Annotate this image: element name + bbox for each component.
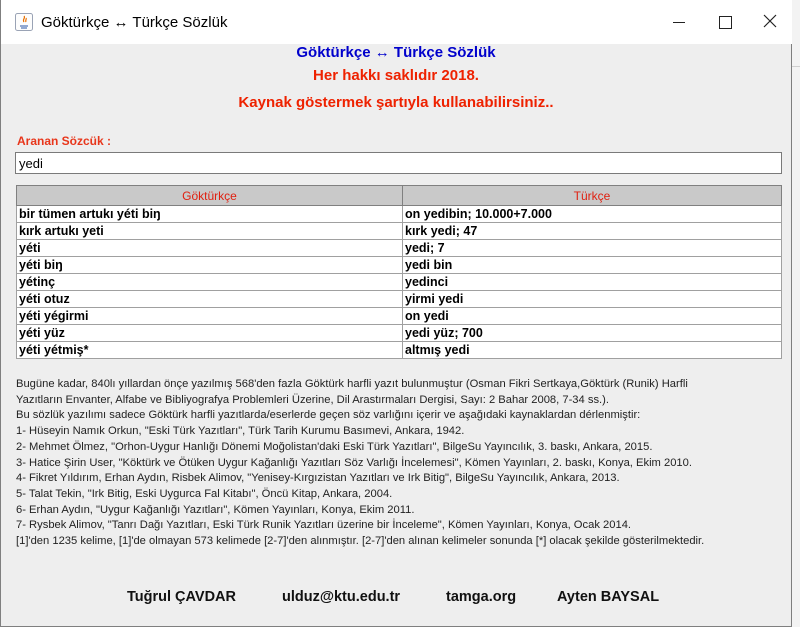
minimize-button[interactable] <box>656 0 702 44</box>
turkce-cell[interactable]: yedi; 7 <box>403 240 782 257</box>
search-label: Aranan Sözcük : <box>17 134 112 148</box>
sources-info <box>16 377 786 550</box>
results-table <box>16 185 782 359</box>
table-row[interactable] <box>17 325 782 342</box>
info-line: Yazıtların Envanter, Alfabe ve Bibliyografya Problemleri Üzerine, Dil Arastırmaları Dergisi, Sayı: 2 Bahar 2008, 7-34 ss.). <box>16 393 609 406</box>
gokturkce-cell[interactable]: yéti biŋ <box>17 257 403 274</box>
table-row[interactable] <box>17 257 782 274</box>
table-header-row <box>17 186 782 206</box>
turkce-cell[interactable]: on yedibin; 10.000+7.000 <box>403 206 782 223</box>
info-line: 3- Hatice Şirin User, "Köktürk ve Ötüken Uygur Kağanlığı Yazıtları Söz Varlığı İncelemesi", Kömen Yayınları, 2. baskı, Konya, Ekim 2010. <box>16 456 692 469</box>
website-text: tamga.org <box>446 589 517 605</box>
info-line: 6- Erhan Aydın, "Uygur Kağanlığı Yazıtları", Kömen Yayınları, Konya, Ekim 2011. <box>16 503 415 516</box>
title-bar[interactable] <box>1 0 793 44</box>
turkce-cell[interactable]: yedi bin <box>403 257 782 274</box>
turkce-cell[interactable]: altmış yedi <box>403 342 782 359</box>
table-row[interactable] <box>17 342 782 359</box>
usage-notice: Kaynak göstermek şartıyla kullanabilirsiniz.. <box>238 94 554 111</box>
table-row[interactable] <box>17 308 782 325</box>
search-input[interactable] <box>15 152 782 174</box>
gokturkce-cell[interactable]: yétinç <box>17 274 403 291</box>
turkce-cell[interactable]: on yedi <box>403 308 782 325</box>
gokturkce-cell[interactable]: yéti otuz <box>17 291 403 308</box>
gokturkce-cell[interactable]: yéti yétmiş* <box>17 342 403 359</box>
app-heading: Göktürkçe ↔ Türkçe Sözlük <box>296 44 496 61</box>
turkce-cell[interactable]: kırk yedi; 47 <box>403 223 782 240</box>
table-row[interactable] <box>17 291 782 308</box>
background-window-edge <box>792 0 800 627</box>
main-panel <box>1 44 791 626</box>
gokturkce-cell[interactable]: bir tümen artukı yéti biŋ <box>17 206 403 223</box>
table-row[interactable] <box>17 274 782 291</box>
gokturkce-cell[interactable]: kırk artukı yeti <box>17 223 403 240</box>
minimize-icon <box>673 22 685 23</box>
window-title: Göktürkçe ↔ Türkçe Sözlük <box>41 14 228 31</box>
close-button[interactable] <box>747 0 793 44</box>
info-line: 2- Mehmet Ölmez, "Orhon-Uygur Hanlığı Dönemi Moğolistan'daki Eski Türk Yazıtları", BilgeSu Yayıncılık, 3. baskı, Ankara, 2015. <box>16 440 653 453</box>
java-app-icon <box>15 13 33 31</box>
info-line: 1- Hüseyin Namık Orkun, "Eski Türk Yazıtları", Türk Tarih Kurumu Basımevi, Ankara, 1942. <box>16 425 465 438</box>
author-name-1: Tuğrul ÇAVDAR <box>127 589 237 605</box>
maximize-icon <box>719 16 732 29</box>
turkce-cell[interactable]: yedi yüz; 700 <box>403 325 782 342</box>
contact-email: ulduz@ktu.edu.tr <box>282 589 401 605</box>
maximize-button[interactable] <box>702 0 748 44</box>
column-header-turkce[interactable]: Türkçe <box>403 186 782 206</box>
info-line: Bu sözlük yazılımı sadece Göktürk harfli yazıtlarda/eserlerde geçen söz varlığını içerir ve aşağıdaki kaynaklardan dérlenmiştir: <box>16 409 641 422</box>
close-icon <box>763 12 777 33</box>
info-line: Bugüne kadar, 840lı yıllardan önçe yazılmış 568'den fazla Göktürk harfli yazıt bulunmuştur (Osman Fikri Sertkaya,Göktürk (Runik) Harfli <box>16 378 688 390</box>
info-line: 4- Fikret Yıldırım, Erhan Aydın, Risbek Alimov, "Yenisey-Kırgızistan Yazıtları ve Irk Bitig", BilgeSu Yayıncılık, Ankara, 2013. <box>16 472 620 485</box>
info-line: 5- Talat Tekin, "Irk Bitig, Eski Uygurca Fal Kitabı", Öncü Kitap, Ankara, 2004. <box>16 487 393 500</box>
info-line: [1]'den 1235 kelime, [1]'de olmayan 573 kelimede [2-7]'den alınmıştır. [2-7]'den alınan kelimeler sonunda [*] olacak şekilde gösterilmektedir. <box>16 535 705 548</box>
column-header-gokturkce[interactable]: Göktürkçe <box>17 186 403 206</box>
turkce-cell[interactable]: yedinci <box>403 274 782 291</box>
gokturkce-cell[interactable]: yéti <box>17 240 403 257</box>
table-row[interactable] <box>17 206 782 223</box>
info-line: 7- Rysbek Alimov, "Tanrı Dağı Yazıtları, Eski Türk Runik Yazıtları üzerine bir İnceleme", Kömen Yayınları, Konya, Ocak 2014. <box>16 519 632 532</box>
table-row[interactable] <box>17 223 782 240</box>
gokturkce-cell[interactable]: yéti yégirmi <box>17 308 403 325</box>
gokturkce-cell[interactable]: yéti yüz <box>17 325 403 342</box>
turkce-cell[interactable]: yirmi yedi <box>403 291 782 308</box>
author-name-2: Ayten BAYSAL <box>557 589 660 605</box>
table-row[interactable] <box>17 240 782 257</box>
background-window-line <box>792 66 800 67</box>
copyright-text: Her hakkı saklıdır 2018. <box>313 67 479 84</box>
